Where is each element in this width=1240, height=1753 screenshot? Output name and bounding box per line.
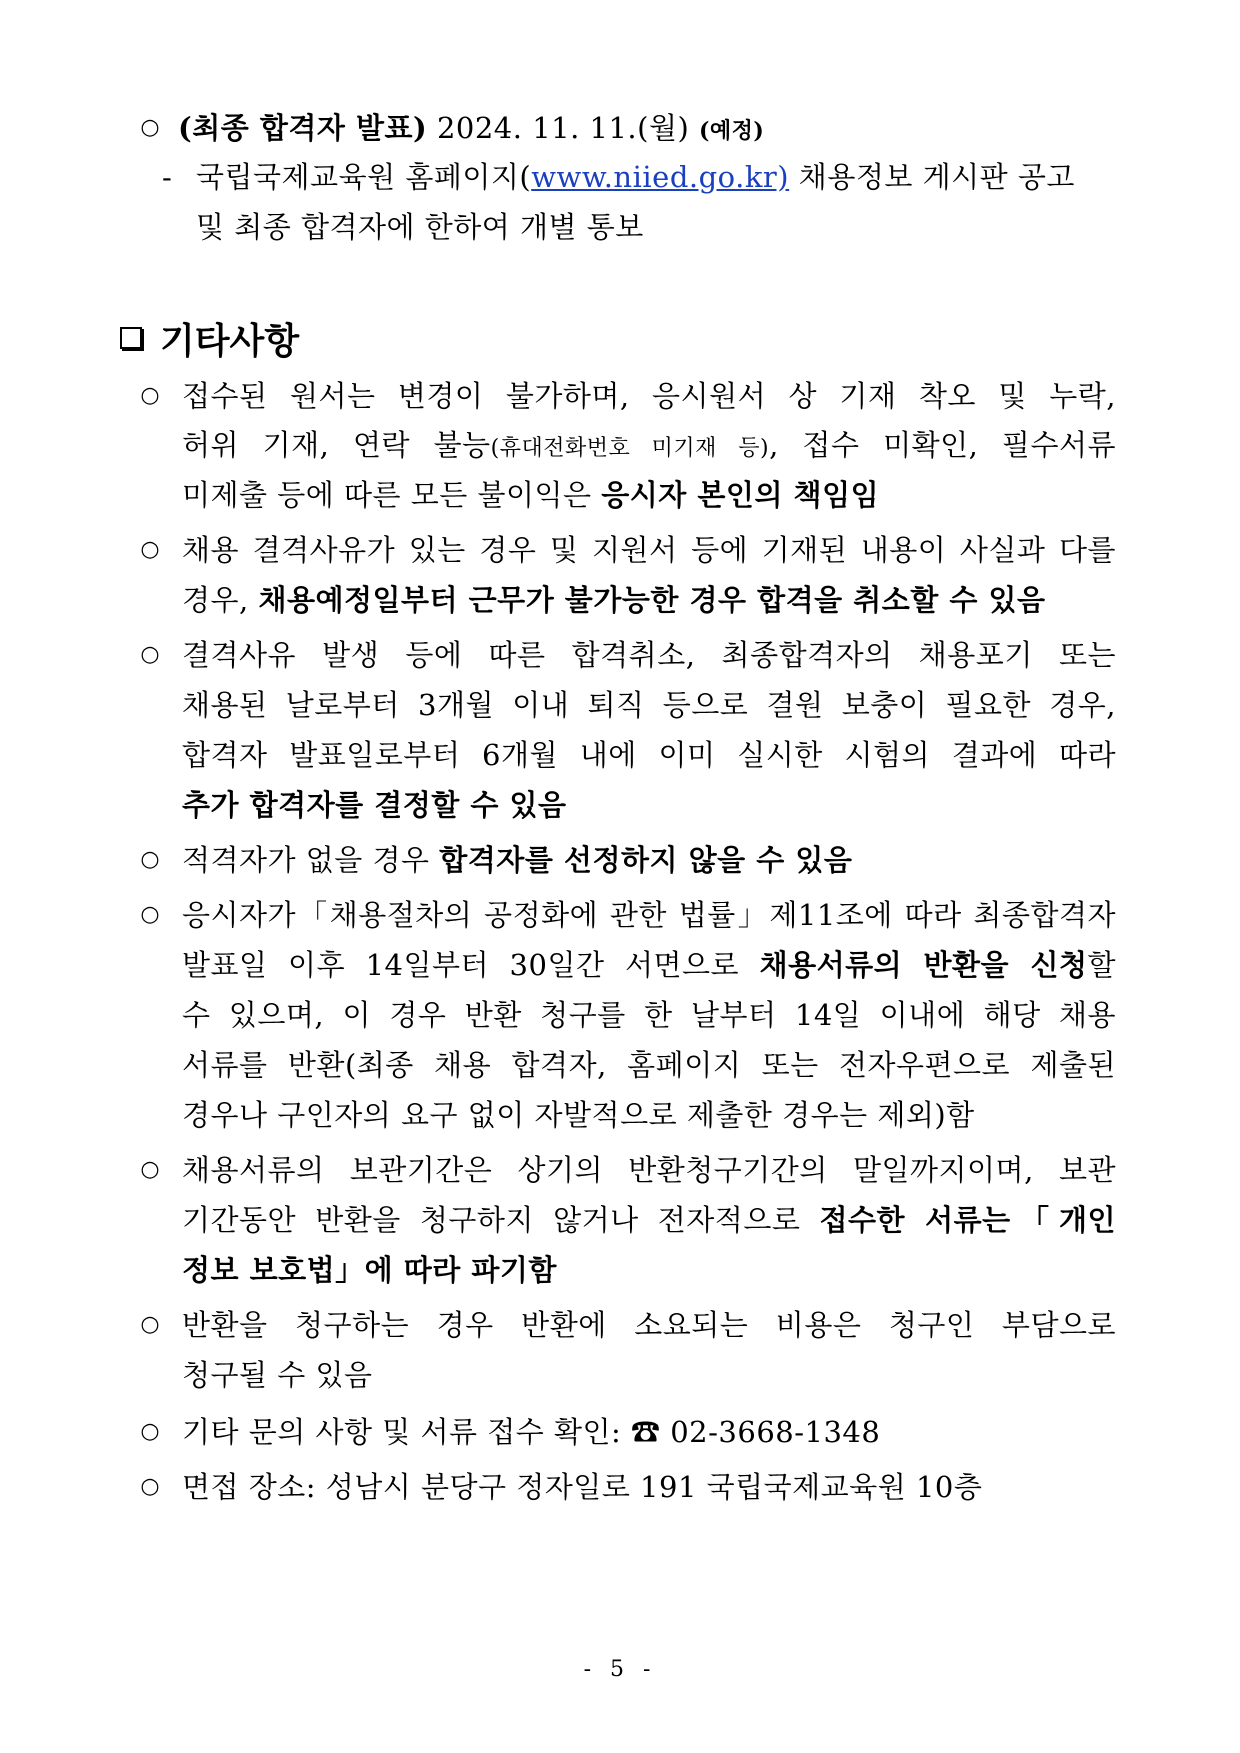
- section-title: 기타사항: [160, 320, 300, 362]
- checkbox-square-icon: [120, 327, 142, 349]
- dash-marker: -: [162, 160, 173, 194]
- announcement-heading: [178, 108, 764, 151]
- item-2-emphasis: 채용예정일부터 근무가 불가능한 경우 합격을 취소할 수 있음: [258, 583, 1046, 617]
- bullet: ○: [140, 115, 160, 140]
- item-4-emphasis: 합격자를 선정하지 않을 수 있음: [439, 843, 853, 877]
- bullet: ○: [140, 1419, 160, 1444]
- item-5-line-2: [182, 945, 1116, 985]
- item-5-line-1: 응시자가「채용절차의 공정화에 관한 법률」제11조에 따라 최종합격자: [182, 898, 1116, 932]
- item-1-text: , 접수 미확인, 필수서류: [769, 428, 1116, 462]
- item-9-line-1: 면접 장소: 성남시 분당구 정자일로 191 국립국제교육원 10층: [182, 1470, 983, 1504]
- item-4-text: 적격자가 없을 경우: [182, 843, 440, 877]
- item-6-line-2: [182, 1200, 1116, 1240]
- item-1-text: 미제출 등에 따른 모든 불이익은: [182, 478, 602, 512]
- announcement-label: (최종 합격자 발표): [178, 111, 428, 145]
- detail-suffix: 채용정보 게시판 공고: [789, 160, 1075, 194]
- item-3-line-2: 채용된 날로부터 3개월 이내 퇴직 등으로 결원 보충이 필요한 경우,: [182, 688, 1116, 722]
- item-5-line-5: 경우나 구인자의 요구 없이 자발적으로 제출한 경우는 제외)함: [182, 1098, 975, 1132]
- item-5-text: 발표일 이후 14일부터 30일간 서면으로: [182, 948, 760, 982]
- item-6-line-1: 채용서류의 보관기간은 상기의 반환청구기간의 말일까지이며, 보관: [182, 1153, 1116, 1187]
- detail-prefix: 국립국제교육원 홈페이지(: [196, 160, 532, 194]
- item-1-text: 허위 기재, 연락 불능: [182, 428, 491, 462]
- bullet: ○: [140, 902, 160, 927]
- bullet: ○: [140, 1312, 160, 1337]
- announcement-date: 2024. 11. 11.(월): [427, 111, 700, 145]
- item-5-line-4: 서류를 반환(최종 채용 합격자, 홈페이지 또는 전자우편으로 제출된: [182, 1048, 1116, 1082]
- item-8-text: 기타 문의 사항 및 서류 접수 확인:: [182, 1415, 631, 1449]
- item-7-line-2: 청구될 수 있음: [182, 1358, 373, 1392]
- contact-phone-number: 02-3668-1348: [670, 1415, 881, 1449]
- announcement-detail-line-2: 및 최종 합격자에 한하여 개별 통보: [196, 210, 644, 244]
- section-heading: [120, 316, 299, 360]
- item-5-line-3: 수 있으며, 이 경우 반환 청구를 한 날부터 14일 이내에 해당 채용: [182, 998, 1116, 1032]
- item-3-line-3: 합격자 발표일로부터 6개월 내에 이미 실시한 시험의 결과에 따라: [182, 738, 1116, 772]
- bullet: ○: [140, 1474, 160, 1499]
- item-5-emphasis: 채용서류의 반환을 신청: [759, 948, 1088, 982]
- bullet: ○: [140, 537, 160, 562]
- item-2-line-1: 채용 결격사유가 있는 경우 및 지원서 등에 기재된 내용이 사실과 다를: [182, 533, 1116, 567]
- page-number: - 5 -: [583, 1657, 657, 1682]
- item-4-line-1: [182, 840, 852, 880]
- telephone-icon: ☎: [630, 1415, 661, 1449]
- item-2-line-2: [182, 580, 1046, 620]
- item-6-line-3: 정보 보호법」에 따라 파기함: [182, 1253, 557, 1287]
- item-3-line-1: 결격사유 발생 등에 따른 합격취소, 최종합격자의 채용포기 또는: [182, 638, 1116, 672]
- bullet: ○: [140, 383, 160, 408]
- item-1-line-2: [182, 425, 1116, 469]
- item-6-text: 기간동안 반환을 청구하지 않거나 전자적으로: [182, 1203, 820, 1237]
- bullet: ○: [140, 642, 160, 667]
- announcement-note: (예정): [699, 118, 765, 144]
- item-1-emphasis: 응시자 본인의 책임임: [601, 478, 880, 512]
- item-6-emphasis: 접수한 서류는「개인: [819, 1203, 1116, 1237]
- item-1-line-3: [182, 475, 879, 515]
- niied-homepage-link[interactable]: www.niied.go.kr): [531, 160, 790, 194]
- item-7-line-1: 반환을 청구하는 경우 반환에 소요되는 비용은 청구인 부담으로: [182, 1308, 1116, 1342]
- item-2-text: 경우,: [182, 583, 259, 617]
- bullet: ○: [140, 847, 160, 872]
- bullet: ○: [140, 1157, 160, 1182]
- item-8-line-1: [182, 1412, 880, 1452]
- item-1-line-1: 접수된 원서는 변경이 불가하며, 응시원서 상 기재 착오 및 누락,: [182, 379, 1116, 413]
- item-1-note: (휴대전화번호 미기재 등): [490, 436, 770, 461]
- item-5-text: 할: [1087, 948, 1116, 982]
- item-3-line-4: 추가 합격자를 결정할 수 있음: [182, 788, 567, 822]
- announcement-detail-line-1: [196, 157, 1075, 197]
